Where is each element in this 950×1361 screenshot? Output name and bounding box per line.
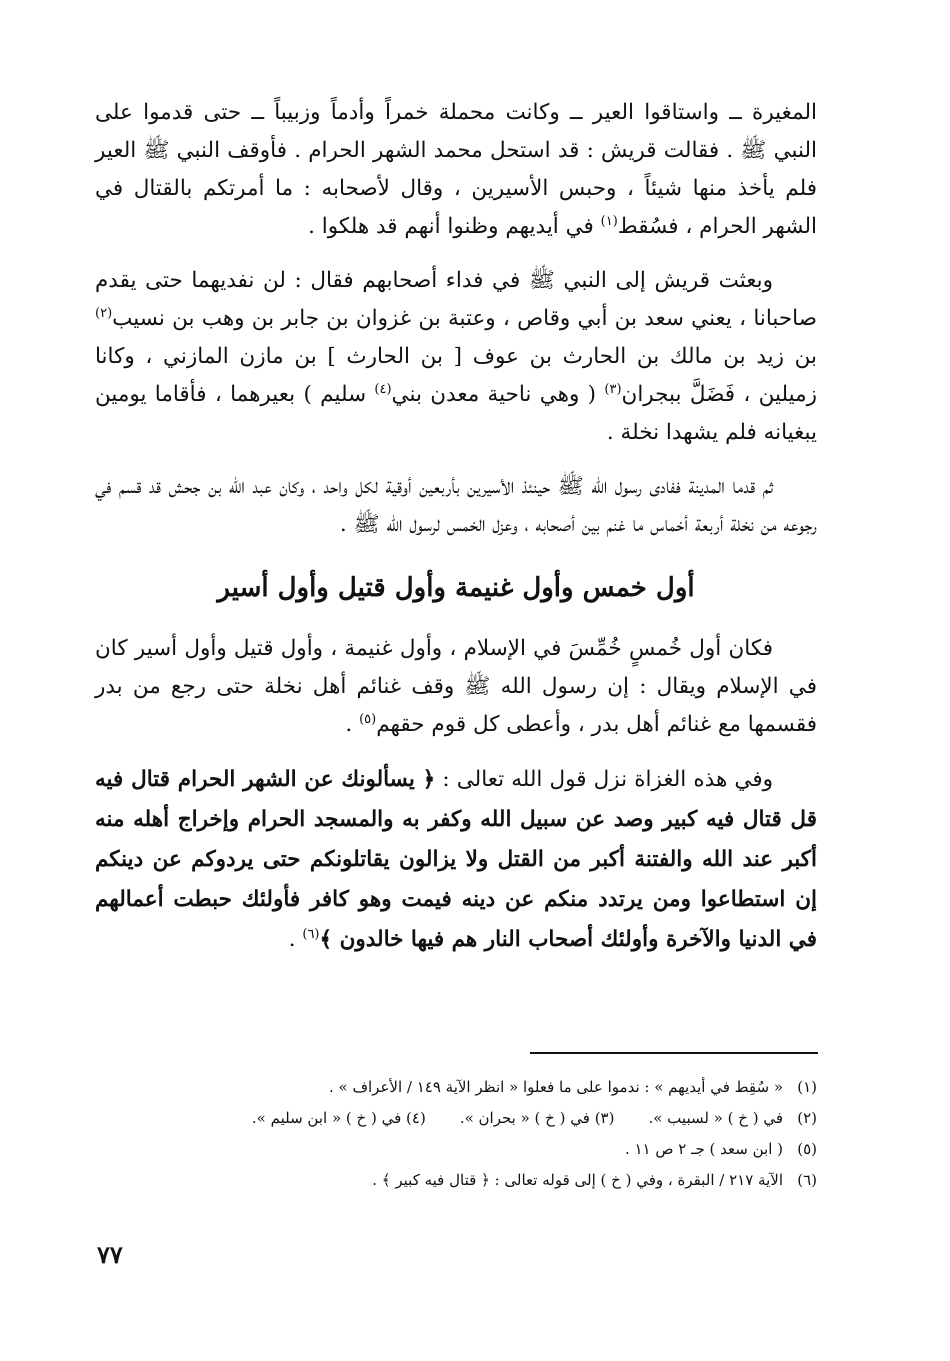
paragraph-4-tail: . [345, 712, 360, 737]
footnote-ref-1: (١) [600, 213, 618, 229]
paragraph-1 [95, 94, 817, 246]
paragraph-1-text: المغيرة ــ واستاقوا العير ــ وكانت محملة خمراً وأدماً وزبيباً ــ حتى قدموا على النبي ﷺ . فقالت قريش : قد استحل محمد الشهر الحرام . فأوقف النبي ﷺ العير فلم يأخذ منها شيئاً ، وحبس الأسيرين ، وقال لأصحابه : ما أمرتكم بالقتال في الشهر الحرام ، فسُقط [95, 100, 817, 239]
paragraph-4 [95, 630, 817, 744]
footnote-text: ( ابن سعد ) جـ ٢ ص ١١ . [624, 1140, 783, 1158]
quran-verse: ﴿ يسألونك عن الشهر الحرام قتال فيه قل قتال فيه كبير وصد عن سبيل الله وكفر به والمسجد الحرام وإخراج أهله منه أكبر عند الله والفتنة أكبر من القتل ولا يزالون يقاتلونكم حتى يردوكم عن دينكم إن استطاعوا ومن يرتدد منكم عن دينه فيمت وهو كافر فأولئك حبطت أعمالهم في الدنيا والآخرة وأولئك أصحاب النار هم فيها خالدون ﴾ [95, 767, 817, 952]
footnote-text: (٣) في ( خ ) « بحران ». [459, 1109, 615, 1127]
footnote-ref-6: (٦) [302, 926, 320, 942]
paragraph-1-tail: في أيديهم وظنوا أنهم قد هلكوا . [308, 214, 601, 239]
page-number: ٧٧ [97, 1240, 123, 1269]
section-heading: أول خمس وأول غنيمة وأول قتيل وأول أسير [217, 573, 695, 603]
footnote-ref-5: (٥) [359, 711, 377, 727]
footnote-2 [95, 1103, 817, 1134]
paragraph-3 [95, 468, 817, 544]
footnote-1 [95, 1072, 817, 1103]
footnote-text: الآية ٢١٧ / البقرة ، وفي ( خ ) إلى قوله تعالى : ﴿ قتال فيه كبير ﴾ . [372, 1171, 783, 1189]
paragraph-5-tail: . [288, 927, 303, 952]
footnote-5 [95, 1134, 817, 1165]
footnote-text: في ( خ ) « لسبيب ». [648, 1109, 783, 1127]
paragraph-2-text-c: ( وهي ناحية معدن بني [391, 382, 605, 407]
paragraph-5 [95, 760, 817, 960]
paragraph-2 [95, 262, 817, 452]
paragraph-5-intro: وفي هذه الغزاة نزل قول الله تعالى : [435, 767, 773, 792]
paragraph-2-text-a: وبعثت قريش إلى النبي ﷺ في فداء أصحابهم فقال : لن نفديهما حتى يقدم صاحبانا ، يعني سعد بن أبي وقاص ، وعتبة بن غزوان بن جابر بن وهب بن نسيب [95, 268, 817, 331]
paragraph-2-text-d: سليم ) بعيرهما ، فأقاما يومين يبغيانه فلم يشهدا نخلة . [95, 382, 817, 445]
footnote-number: (٥) [797, 1140, 817, 1158]
footnote-number: (٦) [797, 1171, 817, 1189]
footnote-number: (٢) [797, 1109, 817, 1127]
paragraph-4-text: فكان أول خُمسٍ خُمِّسَ في الإسلام ، وأول غنيمة ، وأول قتيل وأول أسير كان في الإسلام ويقال : إن رسول الله ﷺ وقف غنائم أهل نخلة حتى رجع من بدر فقسمها مع غنائم أهل بدر ، وأعطى كل قوم حقهم [95, 636, 817, 737]
footnote-6 [95, 1165, 817, 1196]
main-text [95, 94, 817, 960]
footnote-text: « سُقِط في أيديهم » : ندموا على ما فعلوا « انظر الآية ١٤٩ / الأعراف » . [328, 1078, 783, 1096]
paragraph-2-text-b: بن زيد بن مالك بن الحارث بن عوف [ بن الحارث ] بن مازن المازني ، وكانا زميلين ، فَضَلَّ ببجران [95, 344, 817, 407]
footnote-divider [530, 1052, 818, 1054]
paragraph-3-text: ثم قدما المدينة ففادى رسول الله ﷺ حينئذ الأسيرين بأربعين أوقية لكل واحد ، وكان عبد الله بن جحش قد قسم في رجوعه من نخلة أربعة أخماس ما غنم بين أصحابه ، وعزل الخمس لرسول الله ﷺ . [95, 474, 817, 537]
footnote-ref-4: (٤) [374, 381, 392, 397]
footnote-number: (١) [797, 1078, 817, 1096]
footnote-ref-2: (٢) [95, 305, 113, 321]
footnote-ref-3: (٣) [604, 381, 622, 397]
footnote-text: (٤) في ( خ ) « ابن سليم ». [251, 1109, 426, 1127]
footnotes [95, 1072, 817, 1196]
